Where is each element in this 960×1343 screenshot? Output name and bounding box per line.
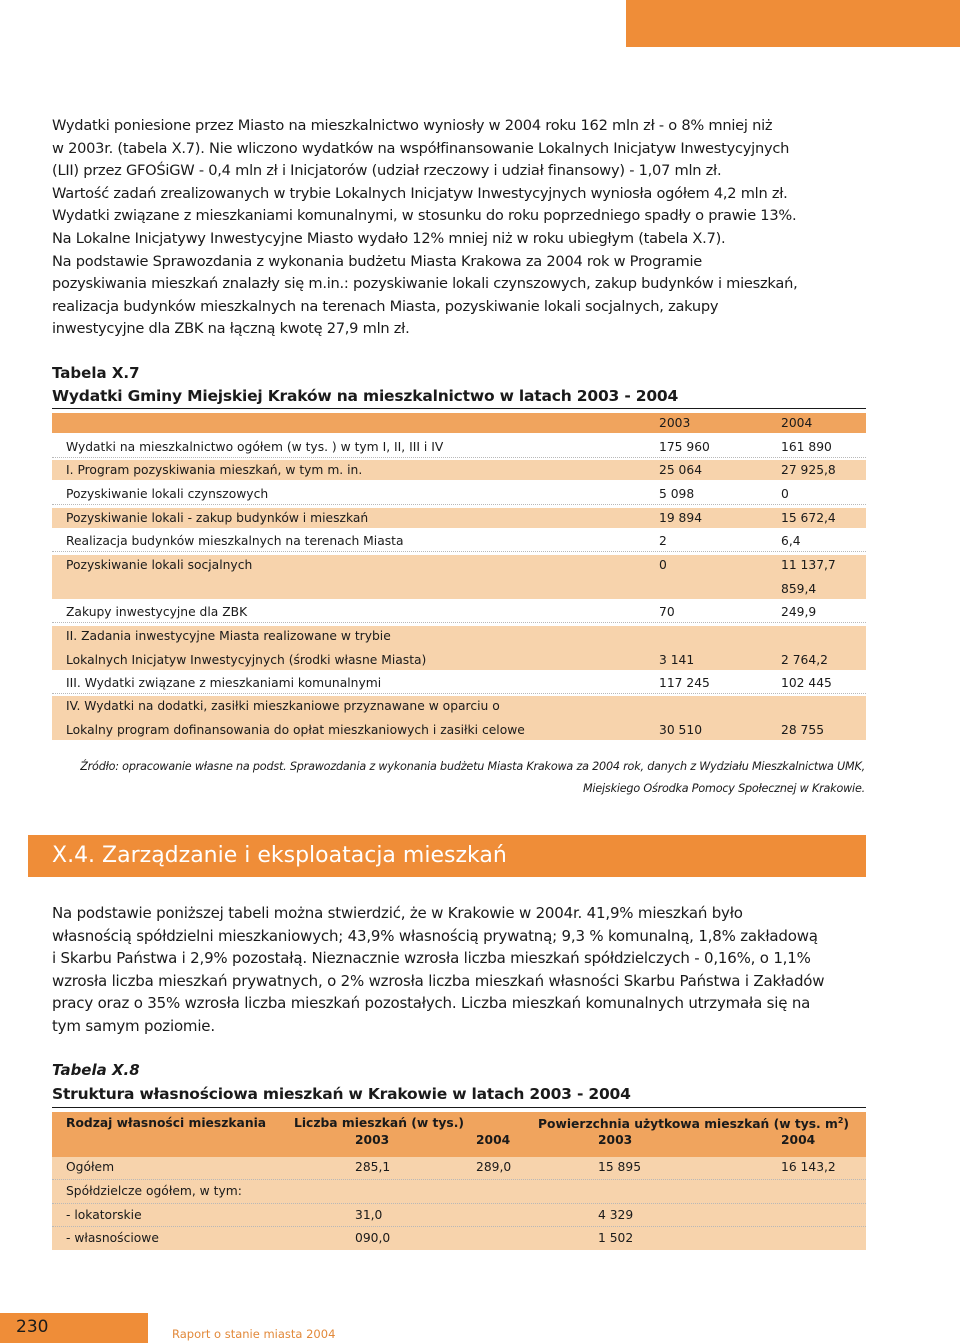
row-value-2004: 859,4 xyxy=(781,582,817,596)
row-value-2004: 249,9 xyxy=(781,605,817,619)
row-label: Wydatki na mieszkalnictwo ogółem (w tys. ) w tym I, II, III i IV xyxy=(66,440,444,454)
row-label: Lokalny program dofinansowania do opłat mieszkaniowych i zasiłki celowe xyxy=(66,723,525,737)
table7-source: Źródło: opracowanie własne na podst. Sprawozdania z wykonania budżetu Miasta Krakowa za 2004 rok, danych z Wydziału Mieszkalnictwa UMK, xyxy=(80,760,865,773)
table-row xyxy=(52,437,866,458)
row-label: Lokalnych Inicjatyw Inwestycyjnych (środki własne Miasta) xyxy=(66,653,427,667)
row-value-2004: 6,4 xyxy=(781,534,801,548)
row-area-2003: 15 895 xyxy=(598,1160,642,1174)
row-value-2004: 15 672,4 xyxy=(781,511,836,525)
col-2003-header: 2003 xyxy=(659,416,691,430)
table7-title: Wydatki Gminy Miejskiej Kraków na mieszkalnictwo w latach 2003 - 2004 xyxy=(52,387,679,405)
row-value-2004: 27 925,8 xyxy=(781,463,836,477)
table-row xyxy=(52,626,866,670)
table8 xyxy=(52,1112,866,1250)
row-area-2004: 16 143,2 xyxy=(781,1160,836,1174)
top-accent-bar xyxy=(626,0,960,47)
header-area-close: ) xyxy=(843,1117,850,1132)
intro-line: (LII) przez GFOŚiGW - 0,4 mln zł i Inicjatorów (udział rzeczowy i udział finansowy) - 1,07 mln zł. xyxy=(52,162,722,180)
table7-header-row xyxy=(52,413,866,433)
row-count-2003: 090,0 xyxy=(355,1231,391,1245)
row-label: Pozyskiwanie lokali socjalnych xyxy=(66,558,253,572)
section-line: tym samym poziomie. xyxy=(52,1016,215,1035)
row-label: Pozyskiwanie lokali czynszowych xyxy=(66,487,269,501)
row-value-2003: 0 xyxy=(659,558,667,572)
header-dwelling-count: Liczba mieszkań (w tys.) xyxy=(294,1116,465,1130)
row-value-2004: 102 445 xyxy=(781,676,832,690)
table-row xyxy=(52,696,866,740)
row-divider xyxy=(52,1226,866,1227)
row-label: Spółdzielcze ogółem, w tym: xyxy=(66,1184,242,1198)
row-count-2003: 31,0 xyxy=(355,1208,383,1222)
table8-label: Tabela X.8 xyxy=(52,1061,140,1079)
row-label: Ogółem xyxy=(66,1160,115,1174)
row-label: Pozyskiwanie lokali - zakup budynków i mieszkań xyxy=(66,511,369,525)
intro-line: realizacja budynków mieszkalnych na terenach Miasta, pozyskiwanie lokali socjalnych, zakupy xyxy=(52,297,719,315)
table-row xyxy=(52,484,866,505)
header-year: 2003 xyxy=(355,1133,390,1147)
intro-line: Na Lokalne Inicjatywy Inwestycyjne Miasto wydało 12% mniej niż w roku ubiegłym (tabela X.7). xyxy=(52,229,726,247)
row-label: Realizacja budynków mieszkalnych na terenach Miasta xyxy=(66,534,404,548)
section-paragraph xyxy=(52,902,872,1037)
row-value-2004: 28 755 xyxy=(781,723,825,737)
page-number: 230 xyxy=(16,1317,49,1337)
header-area-text: Powierzchnia użytkowa mieszkań (w tys. m xyxy=(538,1117,838,1132)
header-year: 2004 xyxy=(476,1133,511,1147)
header-year: 2003 xyxy=(598,1133,633,1147)
row-area-2003: 4 329 xyxy=(598,1208,634,1222)
table-row xyxy=(52,602,866,623)
section-heading-band xyxy=(28,835,866,877)
row-label: III. Wydatki związane z mieszkaniami komunalnymi xyxy=(66,676,382,690)
intro-line: Wydatki związane z mieszkaniami komunalnymi, w stosunku do roku poprzedniego spadły o prawie 13%. xyxy=(52,207,797,225)
table-row xyxy=(52,531,866,552)
intro-line: Na podstawie Sprawozdania z wykonania budżetu Miasta Krakowa za 2004 rok w Programie xyxy=(52,252,703,270)
row-value-2003: 2 xyxy=(659,534,667,548)
row-value-2004: 2 764,2 xyxy=(781,653,828,667)
row-value-2003: 3 141 xyxy=(659,653,695,667)
intro-line: pozyskiwania mieszkań znalazły się m.in.: pozyskiwanie lokali czynszowych, zakup budynków i mieszkań, xyxy=(52,275,798,293)
intro-line: Wydatki poniesione przez Miasto na mieszkalnictwo wyniosły w 2004 roku 162 mln zł - o 8% mniej niż xyxy=(52,117,773,134)
row-label: II. Zadania inwestycyjne Miasta realizowane w trybie xyxy=(66,629,391,643)
report-name: Raport o stanie miasta 2004 xyxy=(172,1327,336,1341)
section-line: i Skarbu Państwa i 2,9% pozostałą. Nieznacznie wzrosła liczba mieszkań spółdzielczych - 0,16%, o 1,1% xyxy=(52,949,811,967)
intro-line: w 2003r. (tabela X.7). Nie wliczono wydatków na współfinansowanie Lokalnych Inicjatyw Inwestycyjnych xyxy=(52,139,790,157)
row-value-2003: 30 510 xyxy=(659,723,703,737)
row-label: Zakupy inwestycyjne dla ZBK xyxy=(66,605,248,619)
row-label: - własnościowe xyxy=(66,1231,159,1245)
header-year: 2004 xyxy=(781,1133,816,1147)
table8-rule xyxy=(52,1107,866,1108)
col-2004-header: 2004 xyxy=(781,416,813,430)
row-label: IV. Wydatki na dodatki, zasiłki mieszkaniowe przyznawane w oparciu o xyxy=(66,699,500,713)
row-value-2003: 25 064 xyxy=(659,463,703,477)
row-label: - lokatorskie xyxy=(66,1208,142,1222)
section-line: pracy oraz o 35% wzrosła liczba mieszkań pozostałych. Liczba mieszkań komunalnych utrzymała się na xyxy=(52,994,811,1012)
table-row xyxy=(52,508,866,528)
table7-label: Tabela X.7 xyxy=(52,364,140,382)
section-title: X.4. Zarządzanie i eksploatacja mieszkań xyxy=(52,843,507,868)
header-area-sup: 2 xyxy=(837,1116,844,1125)
table7-source: Miejskiego Ośrodka Pomocy Społecznej w Krakowie. xyxy=(582,782,865,795)
row-value-2004: 0 xyxy=(781,487,789,501)
table-row xyxy=(52,673,866,694)
section-line: własnością spółdzielni mieszkaniowych; 43,9% własnością prywatną; 9,3 % komunalną, 1,8% zakładową xyxy=(52,926,818,945)
intro-line: Wartość zadań zrealizowanych w trybie Lokalnych Inicjatyw Inwestycyjnych wyniosła ogółem 4,2 mln zł. xyxy=(52,184,788,202)
row-label: I. Program pozyskiwania mieszkań, w tym m. in. xyxy=(66,463,363,477)
row-value-2004: 161 890 xyxy=(781,440,832,454)
row-divider xyxy=(52,1203,866,1204)
intro-paragraph xyxy=(52,115,872,341)
row-area-2003: 1 502 xyxy=(598,1231,634,1245)
row-value-2003: 117 245 xyxy=(659,676,710,690)
table-row xyxy=(52,460,866,480)
header-usable-area xyxy=(538,1116,849,1131)
row-value-2003: 175 960 xyxy=(659,440,710,454)
row-count-2003: 285,1 xyxy=(355,1160,391,1174)
intro-line: inwestycyjne dla ZBK na łączną kwotę 27,9 mln zł. xyxy=(52,320,410,338)
row-value-2003: 70 xyxy=(659,605,675,619)
row-value-2004: 11 137,7 xyxy=(781,558,836,572)
row-value-2003: 19 894 xyxy=(659,511,703,525)
row-count-2004: 289,0 xyxy=(476,1160,512,1174)
header-ownership-type: Rodzaj własności mieszkania xyxy=(66,1116,267,1130)
row-divider xyxy=(52,1179,866,1180)
table7-rule xyxy=(52,408,866,409)
section-line: Na podstawie poniższej tabeli można stwierdzić, że w Krakowie w 2004r. 41,9% mieszkań było xyxy=(52,904,743,922)
row-value-2003: 5 098 xyxy=(659,487,695,501)
table8-title: Struktura własnościowa mieszkań w Krakowie w latach 2003 - 2004 xyxy=(52,1085,631,1103)
table-row xyxy=(52,555,866,599)
section-line: wzrosła liczba mieszkań prywatnych, o 2% wzrosła liczba mieszkań własności Skarbu Państwa i Zakładów xyxy=(52,971,825,990)
